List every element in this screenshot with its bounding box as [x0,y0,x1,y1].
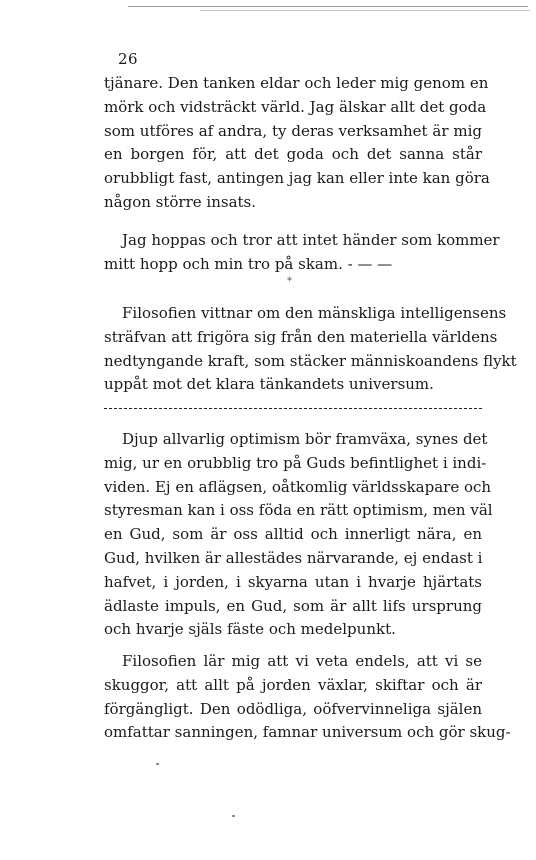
page-number: 26 [118,50,139,68]
text-line: förgängligt. Den odödliga, oöfvervinneliga själen [104,699,482,718]
text-line: och hvarje själs fäste och medelpunkt. [104,620,396,639]
paragraph-5 [104,650,511,745]
text-line: mitt hopp och min tro på skam. - — — [104,254,393,273]
section-separator-mark: * [287,276,292,287]
text-line: en borgen för, att det goda och det sanna står [104,145,482,164]
text-line: ädlaste impuls, en Gud, som är allt lifs ursprung [104,596,482,615]
text-line: nedtyngande kraft, som stäcker människoandens flykt [104,351,517,370]
top-edge-rule [128,6,528,7]
text-line: tjänare. Den tanken eldar och leder mig genom en [104,74,489,92]
text-line: Filosofien vittnar om den mänskliga intelligensens [122,304,507,322]
text-line: viden. Ej en aflägsen, oåtkomlig världsskapare och [104,477,492,496]
text-line: någon större insats. [104,192,256,211]
paragraph-1 [104,72,490,215]
text-line: en Gud, som är oss alltid och innerligt nära, en [104,525,482,544]
paragraph-3 [104,302,517,397]
text-line: hafvet, i jorden, i skyarna utan i hvarje hjärtats [104,572,482,591]
text-line: styresman kan i oss föda en rätt optimism, men väl [104,501,493,520]
paper-speck [232,815,235,817]
text-line: sträfvan att frigöra sig från den materiella världens [104,327,498,346]
text-line: Jag hoppas och tror att intet händer som kommer [122,231,500,249]
text-line: Gud, hvilken är allestädes närvarande, ej endast i [104,548,483,567]
top-edge-rule-faint [200,10,530,11]
text-line: Filosofien lär mig att vi veta endels, att vi se [122,652,482,670]
text-line: mig, ur en orubblig tro på Guds befintlighet i indi- [104,453,487,472]
text-line: uppåt mot det klara tänkandets universum. [104,375,434,394]
paragraph-2 [104,229,500,277]
text-line: Djup allvarlig optimism bör framväxa, synes det [122,430,488,448]
paper-speck [156,763,159,765]
text-line: skuggor, att allt på jorden växlar, skiftar och är [104,675,482,694]
dashed-divider [104,408,482,409]
paragraph-4 [104,428,493,642]
text-line: orubbligt fast, antingen jag kan eller inte kan göra [104,169,490,188]
text-line: mörk och vidsträckt värld. Jag älskar allt det goda [104,97,487,116]
text-line: omfattar sanningen, famnar universum och gör skug- [104,723,511,742]
text-line: som utföres af andra, ty deras verksamhet är mig [104,121,482,140]
